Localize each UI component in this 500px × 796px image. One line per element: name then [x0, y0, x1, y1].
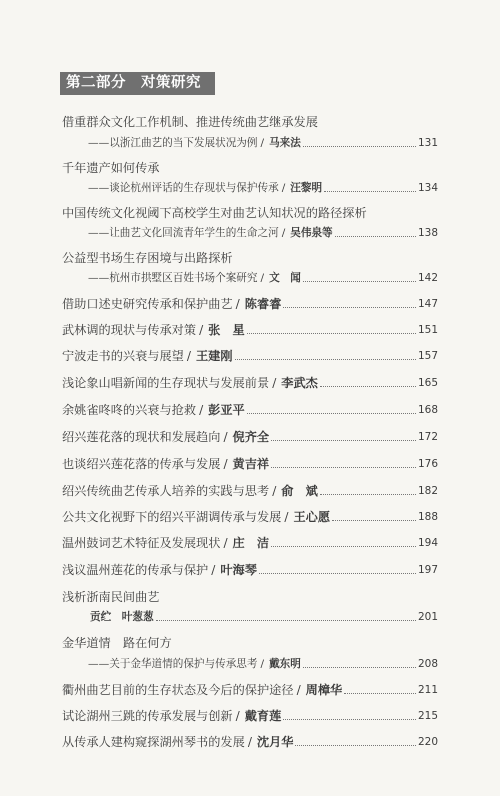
entry-page: 182 — [417, 485, 438, 497]
toc-entry[interactable] — [62, 160, 438, 176]
entry-subtitle: ——杭州市拱墅区百姓书场个案研究 — [88, 272, 258, 284]
toc-entry[interactable]: ——杭州市拱墅区百姓书场个案研究 / 文 闻 142 — [88, 272, 438, 284]
entry-title: 浅议温州莲花的传承与保护 — [62, 563, 209, 577]
entry-title: 温州鼓词艺术特征及发展现状 — [62, 536, 221, 550]
entry-title: 借重群众文化工作机制、推进传统曲艺继承发展 — [62, 115, 318, 129]
entry-title: 中国传统文化视阈下高校学生对曲艺认知状况的路径探析 — [62, 206, 367, 220]
toc-entry[interactable]: ——关于金华道情的保护与传承思考 / 戴东明 208 — [88, 658, 438, 670]
entry-author: 吴伟泉等 — [290, 227, 333, 239]
dot-leader — [247, 332, 416, 334]
dot-leader — [271, 545, 416, 547]
entry-title: 借助口述史研究传承和保护曲艺 — [62, 297, 233, 311]
entry-title: 绍兴莲花落的现状和发展趋向 — [62, 430, 221, 444]
entry-author: 叶海琴 — [220, 563, 257, 577]
toc-entry[interactable]: 余姚雀咚咚的兴衰与抢救 / 彭亚平 168 — [62, 403, 438, 417]
entry-subtitle: ——让曲艺文化回流青年学生的生命之河 — [88, 227, 279, 239]
dot-leader — [324, 190, 416, 192]
toc-entry[interactable]: 衢州曲艺目前的生存状态及今后的保护途径 / 周樟华 211 — [62, 683, 438, 697]
entry-author: 张 星 — [208, 323, 245, 337]
entry-title: 公益型书场生存困境与出路探析 — [62, 251, 233, 265]
entry-author: 沈月华 — [256, 735, 294, 749]
dot-leader — [156, 619, 416, 621]
entry-author: 戴东明 — [269, 658, 301, 670]
dot-leader — [303, 280, 416, 282]
dot-leader — [320, 493, 416, 495]
entry-author: 贡纻 叶葱葱 — [90, 611, 154, 623]
toc-entry[interactable]: 绍兴传统曲艺传承人培养的实践与思考 / 俞 斌 182 — [62, 484, 438, 498]
entry-page: 131 — [417, 137, 438, 149]
toc-entry[interactable]: 宁波走书的兴衰与展望 / 王建刚 157 — [62, 349, 438, 363]
entry-author: 王心愿 — [293, 510, 331, 524]
dot-leader — [259, 572, 416, 574]
entry-page: 194 — [417, 537, 438, 549]
entry-subtitle: ——谈论杭州评话的生存现状与保护传承 — [88, 182, 279, 194]
toc-entry[interactable] — [62, 250, 438, 266]
entry-page: 168 — [417, 404, 438, 416]
entry-title: 公共文化视野下的绍兴平湖调传承与发展 — [62, 510, 282, 524]
toc-entry[interactable] — [88, 609, 438, 625]
entry-author: 王建刚 — [195, 349, 233, 363]
entry-author: 庄 洁 — [232, 536, 270, 550]
toc-entry[interactable]: 浅议温州莲花的传承与保护 / 叶海琴 197 — [62, 563, 438, 577]
entry-title: 绍兴传统曲艺传承人培养的实践与思考 — [62, 484, 270, 498]
entry-page: 201 — [417, 611, 438, 623]
entry-page: 172 — [417, 431, 438, 443]
entry-author: 黄吉祥 — [232, 457, 270, 471]
entry-title: 浅论象山唱新闻的生存现状与发展前景 — [62, 376, 270, 390]
entry-page: 165 — [417, 377, 438, 389]
entry-author: 文 闻 — [269, 272, 301, 284]
toc-entry[interactable]: ——以浙江曲艺的当下发展状况为例 / 马来法 131 — [88, 137, 438, 149]
entry-subtitle: ——以浙江曲艺的当下发展状况为例 — [88, 137, 258, 149]
entry-page: 176 — [417, 458, 438, 470]
entry-author: 俞 斌 — [281, 484, 318, 498]
toc-entry[interactable]: ——谈论杭州评话的生存现状与保护传承 / 汪黎明 134 — [88, 182, 438, 194]
section-heading: 第二部分 对策研究 — [60, 72, 215, 95]
entry-title: 试论湖州三跳的传承发展与创新 — [62, 709, 233, 723]
toc-entry[interactable] — [62, 205, 438, 221]
toc-entry[interactable]: 武林调的现状与传承对策 / 张 星 151 — [62, 323, 438, 337]
entry-title: 余姚雀咚咚的兴衰与抢救 — [62, 403, 197, 417]
entry-author: 汪黎明 — [290, 182, 323, 194]
toc-entry[interactable] — [62, 114, 438, 130]
toc-entry[interactable]: 公共文化视野下的绍兴平湖调传承与发展 / 王心愿 188 — [62, 510, 438, 524]
entry-page: 138 — [417, 227, 438, 239]
entry-page: 157 — [417, 350, 438, 362]
dot-leader — [247, 412, 416, 414]
entry-page: 211 — [417, 684, 438, 696]
entry-author: 周樟华 — [305, 683, 343, 697]
entry-author: 马来法 — [269, 137, 301, 149]
dot-leader — [283, 306, 416, 308]
toc-entry[interactable] — [62, 589, 438, 605]
entry-page: 215 — [417, 710, 438, 722]
entry-subtitle: ——关于金华道情的保护与传承思考 — [88, 658, 258, 670]
entry-title: 武林调的现状与传承对策 — [62, 323, 197, 337]
toc-entry[interactable]: 借助口述史研究传承和保护曲艺 / 陈睿睿 147 — [62, 297, 438, 311]
dot-leader — [303, 145, 416, 147]
entry-author: 李武杰 — [281, 376, 318, 390]
toc-entry[interactable]: 绍兴莲花落的现状和发展趋向 / 倪齐全 172 — [62, 430, 438, 444]
dot-leader — [332, 519, 416, 521]
toc-entry[interactable]: 浅论象山唱新闻的生存现状与发展前景 / 李武杰 165 — [62, 376, 438, 390]
entry-title: 金华道情 路在何方 — [62, 636, 172, 650]
entry-title: 浅析浙南民间曲艺 — [62, 590, 160, 604]
dot-leader — [271, 466, 416, 468]
dot-leader — [303, 666, 416, 668]
toc-entry[interactable]: 从传承人建构窥探湖州琴书的发展 / 沈月华 220 — [62, 735, 438, 749]
entry-page: 147 — [417, 298, 438, 310]
entry-author: 彭亚平 — [208, 403, 245, 417]
toc-entry[interactable] — [62, 635, 438, 651]
entry-author: 戴育莲 — [244, 709, 282, 723]
entry-title: 也谈绍兴莲花落的传承与发展 — [62, 457, 221, 471]
entry-page: 197 — [417, 564, 438, 576]
dot-leader — [335, 235, 416, 237]
entry-title: 宁波走书的兴衰与展望 — [62, 349, 184, 363]
entry-author: 陈睿睿 — [244, 297, 282, 311]
dot-leader — [320, 385, 416, 387]
dot-leader — [235, 358, 416, 360]
entry-title: 从传承人建构窥探湖州琴书的发展 — [62, 735, 245, 749]
entry-author: 倪齐全 — [232, 430, 270, 444]
entry-page: 208 — [417, 658, 438, 670]
entry-page: 134 — [417, 182, 438, 194]
entry-page: 151 — [417, 324, 438, 336]
dot-leader — [283, 718, 416, 720]
toc-entry[interactable]: 试论湖州三跳的传承发展与创新 / 戴育莲 215 — [62, 709, 438, 723]
entry-page: 220 — [417, 736, 438, 748]
dot-leader — [295, 744, 415, 746]
toc-entry[interactable]: 温州鼓词艺术特征及发展现状 / 庄 洁 194 — [62, 536, 438, 550]
entry-title: 衢州曲艺目前的生存状态及今后的保护途径 — [62, 683, 294, 697]
entry-title: 千年遗产如何传承 — [62, 161, 160, 175]
toc-entry[interactable]: ——让曲艺文化回流青年学生的生命之河 / 吴伟泉等 138 — [88, 227, 438, 239]
dot-leader — [344, 692, 416, 694]
toc-entry[interactable]: 也谈绍兴莲花落的传承与发展 / 黄吉祥 176 — [62, 457, 438, 471]
entry-page: 142 — [417, 272, 438, 284]
dot-leader — [271, 439, 416, 441]
entry-page: 188 — [417, 511, 438, 523]
